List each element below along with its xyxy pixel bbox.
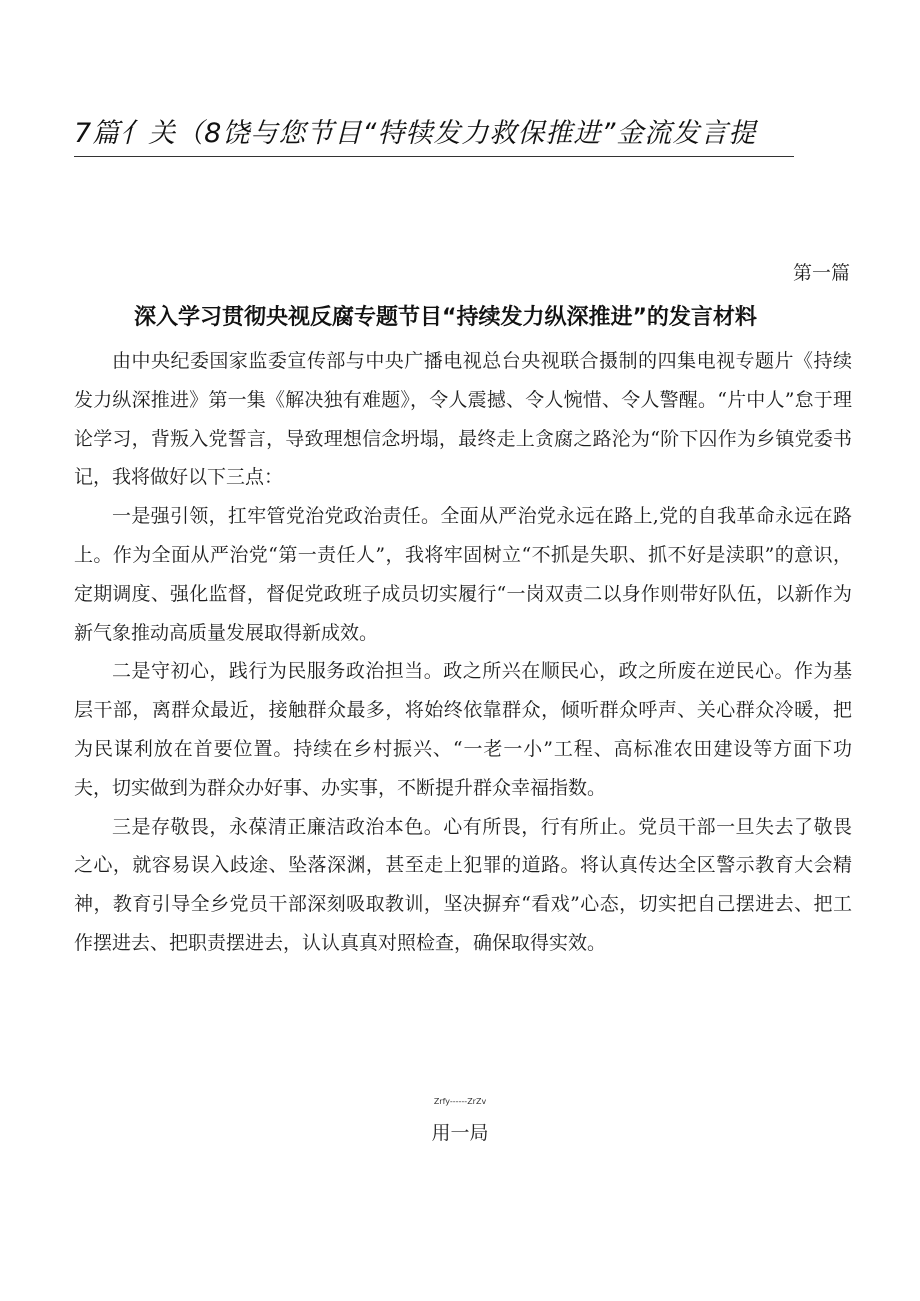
article-body: [74, 342, 852, 963]
document-title: 7篇亻关（8饶与您节目“特犊发力救保推进”金流发言提: [74, 116, 794, 157]
footer-label: 用一局: [431, 1122, 489, 1144]
paragraph-intro: 由中央纪委国家监委宣传部与中央广播电视总台央视联合摄制的四集电视专题片《持续发力纵深推进》第一集《解决独有难题》，令人震撼、令人惋惜、令人警醒。“片中人”怠于理论学习，背叛入党誓言，导致理想信念坍塌，最终走上贪腐之路沦为“阶下囚作为乡镇党委书记，我将做好以下三点：: [74, 350, 852, 489]
footer-small-text: Zrfy------ZrZv: [433, 1097, 487, 1106]
paragraph-point-1: 一是强引领，扛牢管党治党政治责任。全面从严治党永远在路上,党的自我革命永远在路上。作为全面从严治党“第一责任人”，我将牢固树立“不抓是失职、抓不好是渎职”的意识，定期调度、强化监督，督促党政班子成员切实履行“一岗双责二以身作则带好队伍，以新作为新气象推动高质量发展取得新成效。: [74, 505, 852, 644]
paragraph-point-2: 二是守初心，践行为民服务政治担当。政之所兴在顺民心，政之所废在逆民心。作为基层干部，离群众最近，接触群众最多，将始终依靠群众，倾听群众呼声、关心群众冷暖，把为民谋利放在首要位置。持续在乡村振兴、“一老一小”工程、高标准农田建设等方面下功夫，切实做到为群众办好事、办实事，不断提升群众幸福指数。: [74, 660, 852, 799]
article-heading: 深入学习贯彻央视反腐专题节目“持续发力纵深推进”的发言材料: [134, 305, 757, 330]
section-label: 第一篇: [792, 262, 850, 284]
paragraph-point-3: 三是存敬畏，永葆清正廉洁政治本色。心有所畏，行有所止。党员干部一旦失去了敬畏之心，就容易误入歧途、坠落深渊，甚至走上犯罪的道路。将认真传达全区警示教育大会精神，教育引导全乡党员干部深刻吸取教训，坚决摒弃“看戏”心态，切实把自己摆进去、把工作摆进去、把职责摆进去，认认真真对照检查，确保取得实效。: [74, 815, 852, 954]
